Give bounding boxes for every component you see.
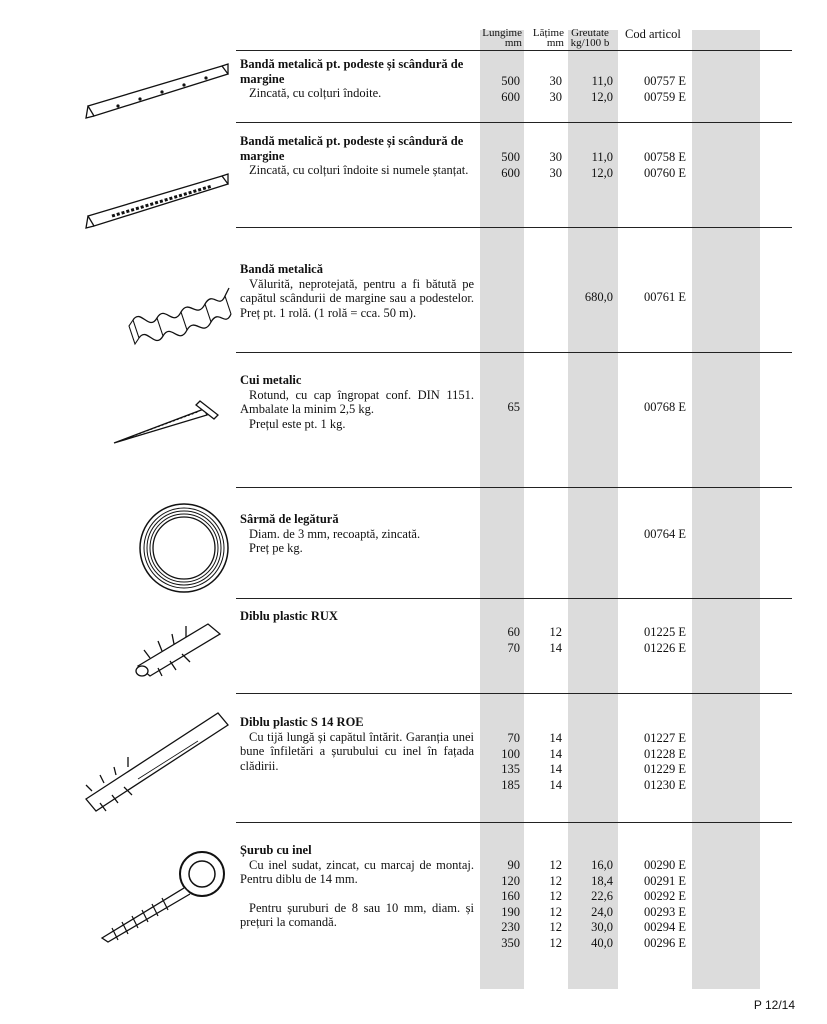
weight-value: 30,0 xyxy=(591,920,613,934)
width-value: 12 xyxy=(549,873,562,888)
item-description: Prețul este pt. 1 kg. xyxy=(249,416,346,431)
article-code: 00292 E xyxy=(643,889,686,903)
wavy-metal-band-icon xyxy=(125,258,235,348)
width-value: 12 xyxy=(549,858,562,872)
length-value: 100 xyxy=(501,746,520,761)
length-value: 60 xyxy=(507,625,520,639)
article-code: 01227 E xyxy=(643,731,686,745)
length-value: 120 xyxy=(501,873,520,888)
width-value: 14 xyxy=(549,777,562,792)
weight-value: 12,0 xyxy=(591,165,613,180)
row-divider xyxy=(236,352,792,353)
item-title: Bandă metalică xyxy=(240,262,323,276)
article-code: 00760 E xyxy=(643,165,686,180)
article-code: 00296 E xyxy=(643,935,686,950)
article-code: 00290 E xyxy=(643,858,686,872)
item-title: Sârmă de legătură xyxy=(240,512,339,526)
weight-value: 12,0 xyxy=(591,89,613,104)
long-plastic-dowel-icon xyxy=(78,705,233,815)
nail-icon xyxy=(108,395,228,450)
row-divider xyxy=(236,227,792,228)
row-divider xyxy=(236,122,792,123)
extra-column-shade xyxy=(692,30,760,989)
weight-value: 16,0 xyxy=(591,858,613,872)
item-description: Rotund, cu cap îngropat conf. DIN 1151. Ambalate la minim 2,5 kg. xyxy=(240,387,474,416)
article-code: 01230 E xyxy=(643,777,686,792)
code-header: Cod articol xyxy=(625,27,681,41)
width-header: Lățime mm xyxy=(532,27,564,49)
width-value: 14 xyxy=(549,731,562,745)
article-code: 01229 E xyxy=(643,762,686,776)
weight-value: 24,0 xyxy=(591,904,613,919)
item-title: Bandă metalică pt. podeste și scândură de margine xyxy=(240,57,464,86)
length-value: 160 xyxy=(501,889,520,903)
item-title: Bandă metalică pt. podeste și scândură de margine xyxy=(240,134,464,163)
weight-value: 11,0 xyxy=(591,74,613,88)
width-value: 14 xyxy=(549,746,562,761)
wire-coil-icon xyxy=(136,500,232,596)
item-description: Preț pe kg. xyxy=(249,541,303,555)
length-value: 135 xyxy=(501,762,520,776)
article-code: 01225 E xyxy=(643,625,686,639)
item-title: Șurub cu inel xyxy=(240,843,312,857)
length-value: 350 xyxy=(501,935,520,950)
article-code: 00761 E xyxy=(643,290,686,304)
length-value: 600 xyxy=(501,165,520,180)
article-code: 00294 E xyxy=(643,920,686,934)
item-title: Cui metalic xyxy=(240,373,302,387)
article-code: 01226 E xyxy=(643,640,686,655)
length-value: 600 xyxy=(501,89,520,104)
weight-header: Greutate kg/100 b xyxy=(570,27,610,49)
length-value: 230 xyxy=(501,920,520,934)
stamped-metal-strip-icon xyxy=(82,172,232,234)
weight-value: 18,4 xyxy=(591,873,613,888)
length-value: 190 xyxy=(501,904,520,919)
article-code: 00757 E xyxy=(643,74,686,88)
item-description: Zincată, cu colțuri îndoite si numele ștanțat. xyxy=(249,163,469,177)
row-divider xyxy=(236,693,792,694)
row-divider xyxy=(236,598,792,599)
weight-value: 680,0 xyxy=(584,290,613,304)
item-description: Pentru șuruburi de 8 sau 10 mm, diam. și prețuri la comandă. xyxy=(240,900,474,929)
item-description: Cu inel sudat, zincat, cu marcaj de montaj. Pentru diblu de 14 mm. xyxy=(240,857,474,886)
weight-value: 11,0 xyxy=(591,150,613,164)
row-divider xyxy=(236,487,792,488)
article-code: 00768 E xyxy=(643,400,686,414)
row-divider xyxy=(236,822,792,823)
item-title: Diblu plastic S 14 ROE xyxy=(240,715,364,729)
width-value: 12 xyxy=(549,625,562,639)
length-value: 70 xyxy=(507,731,520,745)
row-divider xyxy=(236,50,792,51)
width-value: 30 xyxy=(549,165,562,180)
weight-value: 40,0 xyxy=(591,935,613,950)
width-value: 14 xyxy=(549,640,562,655)
article-code: 00764 E xyxy=(643,527,686,541)
plastic-dowel-icon xyxy=(128,614,228,680)
item-description: Vălurită, neprotejată, pentru a fi bătută pe capătul scândurii de margine sau a podestelor. Preț pt. 1 rolă. (1 rolă = cca. 50 m). xyxy=(240,276,474,320)
page-number: P 12/14 xyxy=(753,998,795,1012)
width-value: 30 xyxy=(549,89,562,104)
length-value: 90 xyxy=(507,858,520,872)
width-value: 30 xyxy=(549,150,562,164)
width-value: 12 xyxy=(549,920,562,934)
length-header: Lungime mm xyxy=(482,27,522,49)
length-value: 500 xyxy=(501,150,520,164)
item-description: Cu tijă lungă și capătul întărit. Garanția unei bune înfiletări a șurubului cu inel în fațada clădirii. xyxy=(240,729,474,773)
article-code: 00759 E xyxy=(643,89,686,104)
item-description: Zincată, cu colțuri îndoite. xyxy=(249,86,382,100)
length-value: 70 xyxy=(507,640,520,655)
article-code: 00758 E xyxy=(643,150,686,164)
eye-screw-icon xyxy=(92,848,232,944)
item-title: Diblu plastic RUX xyxy=(240,609,338,623)
length-value: 185 xyxy=(501,777,520,792)
article-code: 01228 E xyxy=(643,746,686,761)
item-description: Diam. de 3 mm, recoaptă, zincată. xyxy=(249,526,421,541)
metal-strip-icon xyxy=(82,62,232,124)
article-code: 00293 E xyxy=(643,904,686,919)
length-value: 500 xyxy=(501,74,520,88)
article-code: 00291 E xyxy=(643,873,686,888)
width-value: 12 xyxy=(549,935,562,950)
width-value: 12 xyxy=(549,904,562,919)
width-value: 30 xyxy=(549,74,562,88)
weight-value: 22,6 xyxy=(591,889,613,903)
width-value: 12 xyxy=(549,889,562,903)
width-value: 14 xyxy=(549,762,562,776)
length-value: 65 xyxy=(507,400,520,414)
